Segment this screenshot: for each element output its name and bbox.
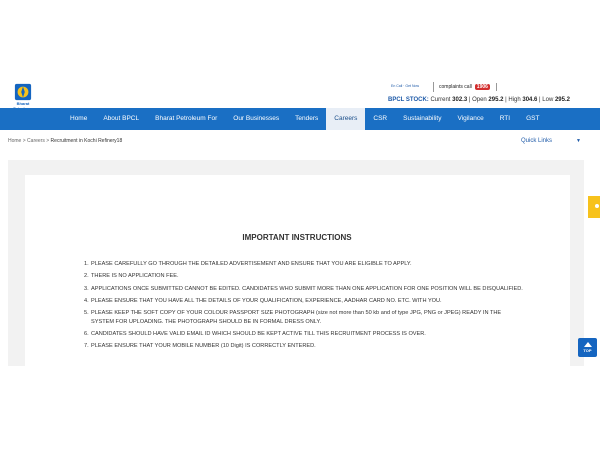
nav-item-our-businesses[interactable]: Our Businesses	[233, 115, 280, 122]
instruction-text: APPLICATIONS ONCE SUBMITTED CANNOT BE EDITED. CANDIDATES WHO SUBMIT MORE THAN ONE APPLICATION FOR ONE POSITION WILL BE DISQUALIFIED.	[91, 285, 523, 292]
instruction-text: THERE IS NO APPLICATION FEE.	[91, 273, 179, 280]
list-item	[84, 285, 524, 294]
nav-item-rti[interactable]: RTI	[499, 115, 511, 122]
breadcrumb-careers[interactable]: Careers	[27, 138, 45, 144]
side-feedback-tab[interactable]	[588, 196, 600, 218]
language-links[interactable]: En Call · Get Now	[391, 84, 420, 88]
site-header	[0, 0, 600, 108]
main-nav	[0, 108, 600, 130]
instructions-list	[84, 260, 524, 355]
breadcrumb-separator: >	[22, 138, 26, 144]
brand-name: Bharat	[16, 101, 30, 106]
nav-item-gst[interactable]: GST	[526, 115, 540, 122]
stock-current: 302.3	[452, 97, 468, 103]
stock-high: 304.6	[522, 97, 538, 103]
complaints-number: 1906	[476, 84, 488, 90]
stock-high-label: High	[508, 97, 521, 103]
list-number: 6.	[84, 330, 89, 337]
nav-item-sustainability[interactable]: Sustainability	[403, 115, 442, 122]
list-number: 7.	[84, 343, 89, 350]
list-item	[84, 297, 524, 306]
nav-item-csr[interactable]: CSR	[373, 115, 388, 122]
page-below-fold	[0, 366, 600, 450]
list-item	[84, 342, 524, 351]
nav-item-bharat-petroleum-for[interactable]: Bharat Petroleum For	[155, 115, 218, 122]
instruction-text: PLEASE ENSURE THAT YOUR MOBILE NUMBER (10 Digit) IS CORRECTLY ENTERED.	[91, 343, 316, 350]
list-item	[84, 272, 524, 281]
page-title: IMPORTANT INSTRUCTIONS	[242, 233, 352, 242]
breadcrumb-home[interactable]: Home	[8, 138, 22, 144]
list-item	[84, 309, 524, 326]
nav-item-careers[interactable]: Careers	[326, 108, 365, 130]
breadcrumb-current: Recruitment in Kochi Refinery18	[50, 138, 123, 144]
scroll-top-label: TOP	[583, 348, 592, 353]
list-item	[84, 330, 524, 339]
stock-ticker: BPCL STOCK: Current 302.3 | Open 295.2 | High 304.6 | Low 295.2	[388, 97, 570, 103]
nav-item-home[interactable]: Home	[70, 115, 88, 122]
bpcl-logo-icon	[14, 83, 32, 101]
stock-low-label: Low	[542, 97, 554, 103]
list-number: 3.	[84, 285, 89, 292]
breadcrumb	[8, 138, 122, 144]
stock-open-label: Open	[472, 97, 487, 103]
list-item	[84, 260, 524, 269]
stock-low: 295.2	[554, 97, 570, 103]
list-number: 5.	[84, 310, 89, 317]
arrow-up-icon	[584, 342, 592, 347]
stock-open: 295.2	[488, 97, 504, 103]
divider	[496, 83, 497, 91]
nav-item-about-bpcl[interactable]: About BPCL	[103, 115, 140, 122]
instruction-text: PLEASE ENSURE THAT YOU HAVE ALL THE DETAILS OF YOUR QUALIFICATION, EXPERIENCE, AADHAR CARD NO. ETC. WITH YOU.	[91, 297, 442, 304]
breadcrumb-separator: >	[46, 138, 50, 144]
caret-down-icon: ▼	[576, 138, 581, 144]
side-tab-icon	[595, 204, 599, 208]
nav-spacer	[0, 108, 62, 130]
instruction-text: CANDIDATES SHOULD HAVE VALID EMAIL ID WHICH SHOULD BE KEPT ACTIVE TILL THIS RECRUITMENT PROCESS IS OVER.	[91, 330, 426, 337]
complaints-label: complaints call	[439, 84, 472, 90]
nav-item-tenders[interactable]: Tenders	[295, 115, 319, 122]
list-number: 1.	[84, 261, 89, 267]
complaints-call[interactable]	[433, 82, 497, 92]
nav-item-vigilance[interactable]: Vigilance	[457, 115, 484, 122]
instruction-text: PLEASE KEEP THE SOFT COPY OF YOUR COLOUR PASSPORT SIZE PHOTOGRAPH (size not more than 50 kb and of type JPG, PNG or JPEG) READY IN THE SYSTEM FOR UPLOADING. THE PHOTOGRAPH SHOULD BE IN FORMAL DRESS ONLY.	[91, 310, 502, 325]
list-number: 2.	[84, 273, 89, 280]
quick-links-label: Quick Links	[521, 138, 553, 144]
stock-current-label: Current	[430, 97, 451, 103]
stock-label: BPCL STOCK:	[388, 97, 429, 103]
instruction-text: PLEASE CAREFULLY GO THROUGH THE DETAILED ADVERTISEMENT AND ENSURE THAT YOU ARE ELIGIBLE TO APPLY.	[91, 261, 412, 267]
scroll-top-button[interactable]	[578, 338, 597, 357]
quick-links-dropdown[interactable]	[521, 138, 581, 144]
list-number: 4.	[84, 297, 89, 304]
